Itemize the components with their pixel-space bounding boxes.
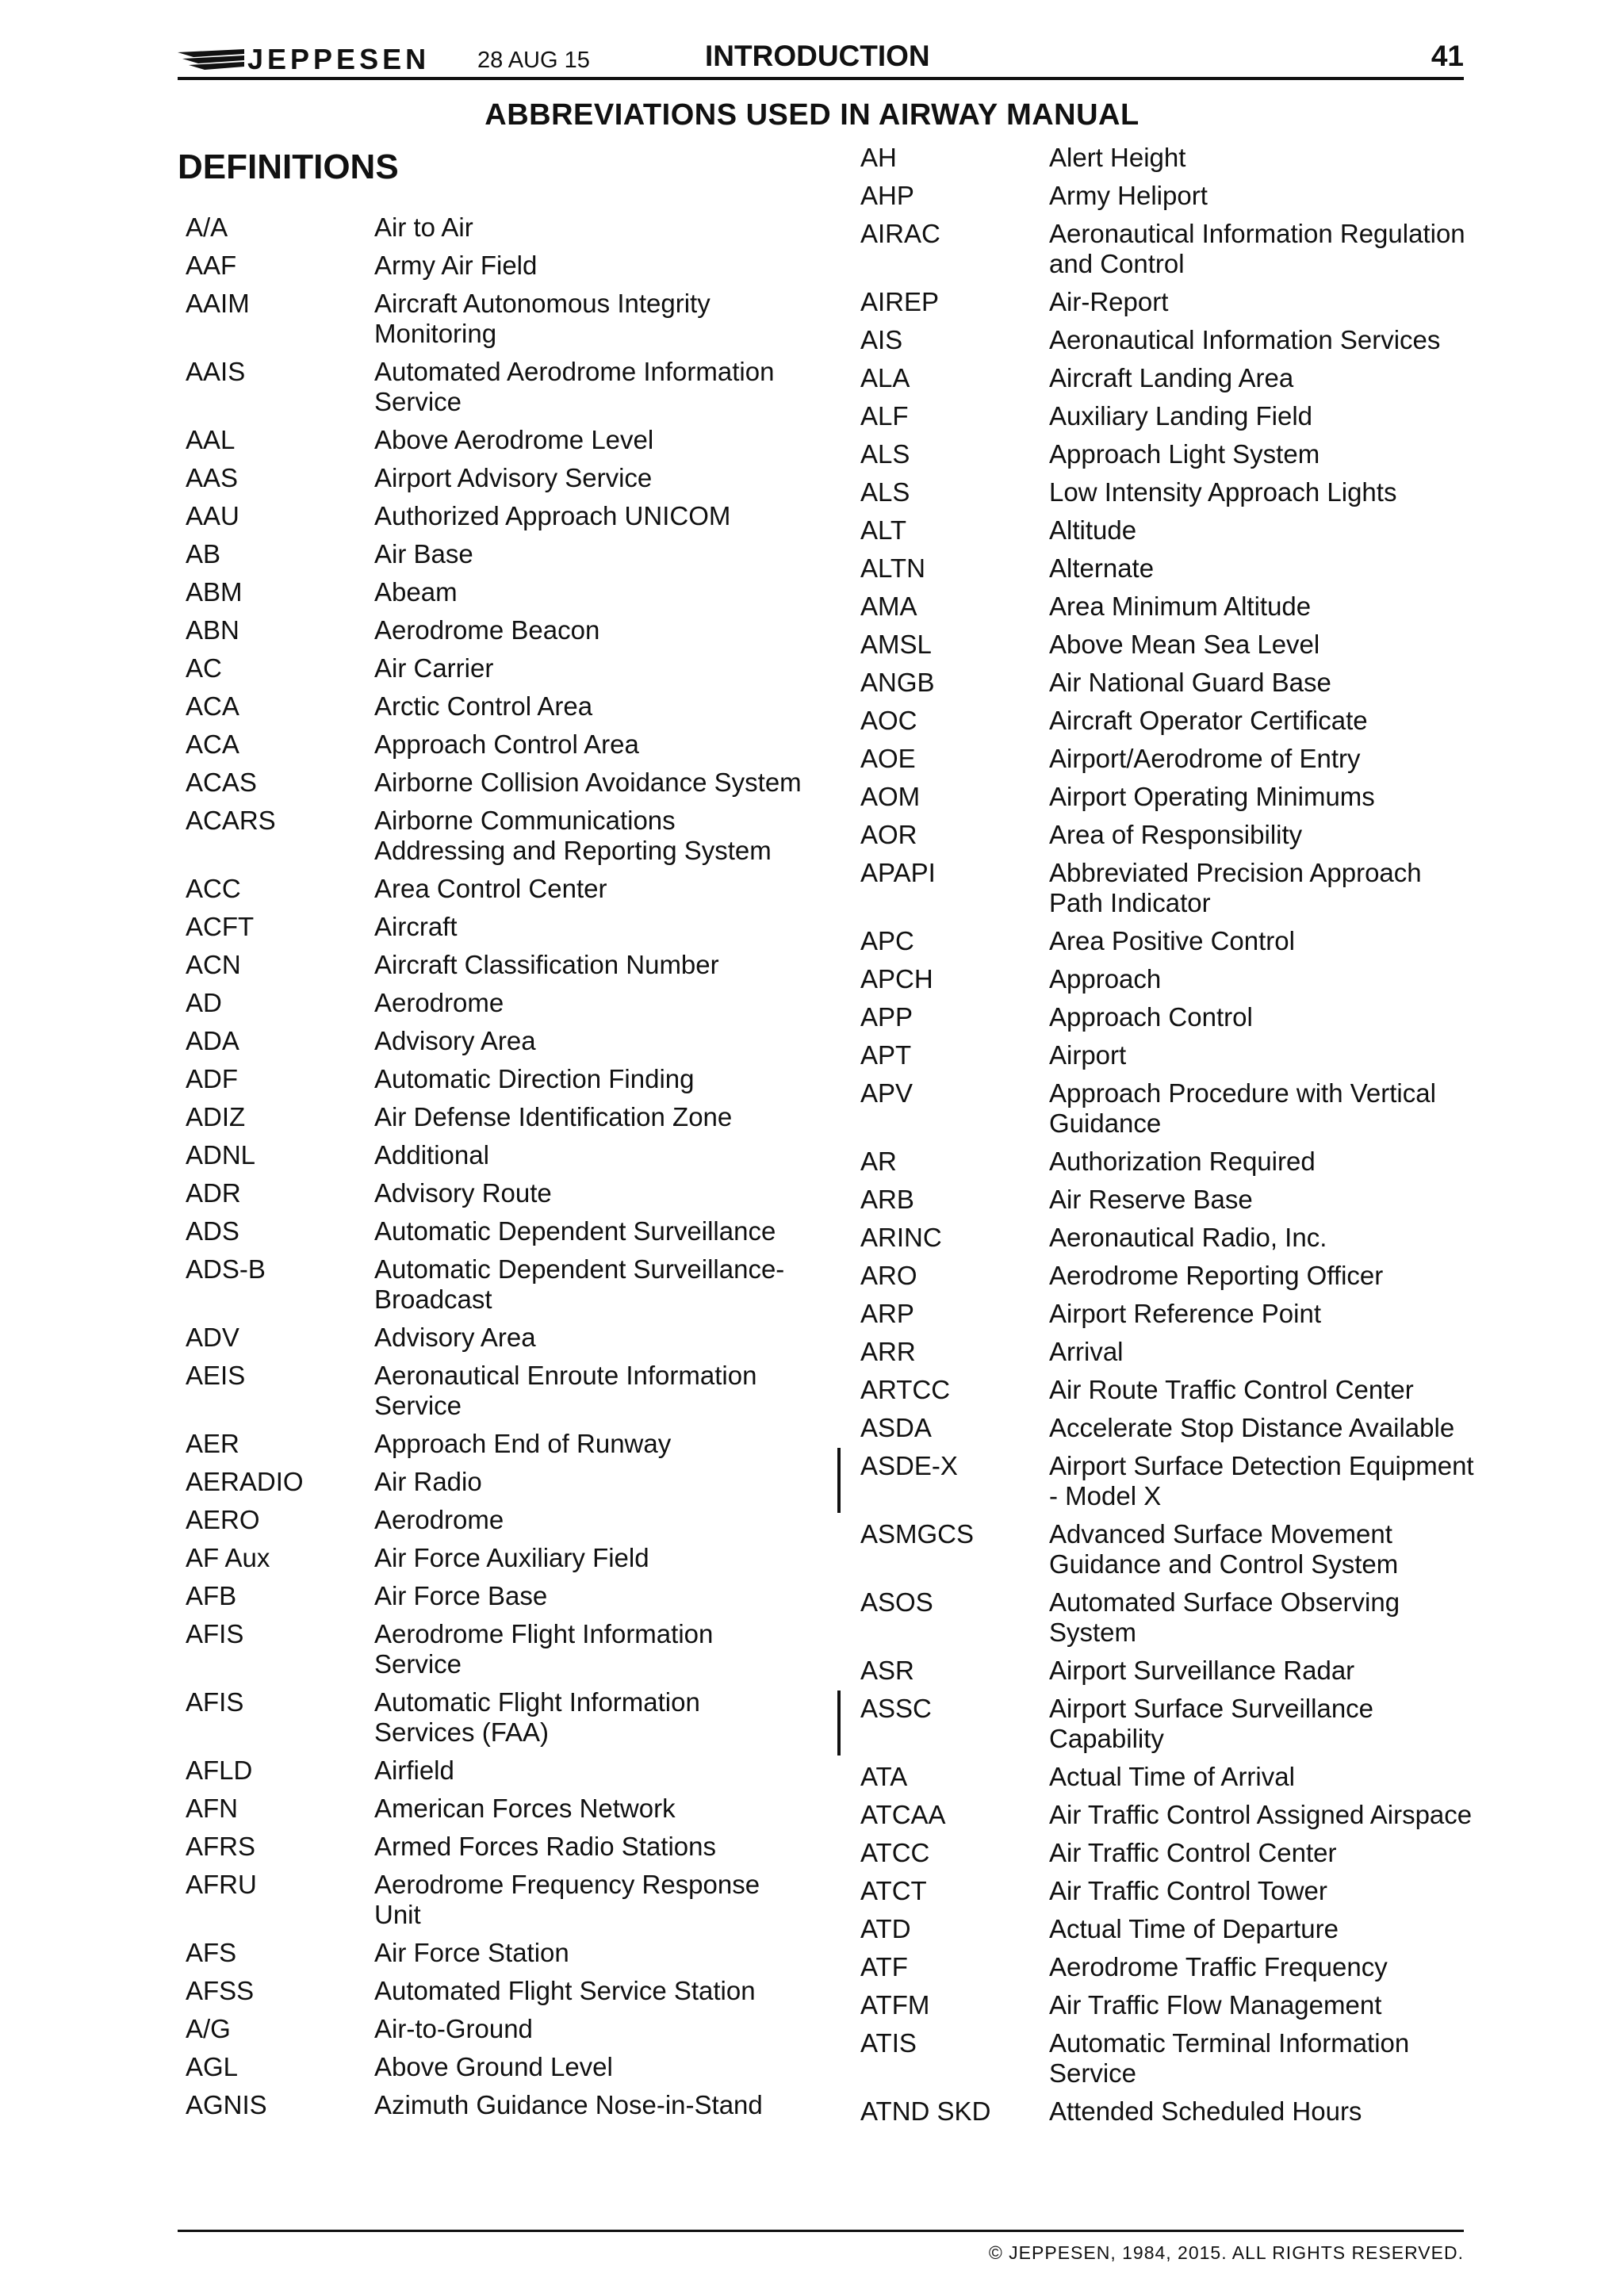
list-item: [186, 912, 804, 942]
list-item: [186, 425, 804, 455]
definition: Actual Time of Departure: [1049, 1914, 1339, 1943]
abbreviation: ALT: [860, 515, 907, 545]
definition: Air Radio: [374, 1467, 482, 1496]
definition: Automatic Dependent Surveillance-Broadcast: [374, 1254, 785, 1314]
abbreviation: ABM: [186, 577, 243, 607]
list-item: [186, 1178, 804, 1208]
abbreviation: ALS: [860, 439, 910, 469]
abbreviation: ASR: [860, 1656, 914, 1685]
abbreviation: AAIS: [186, 357, 246, 386]
definition: Area of Responsibility: [1049, 820, 1303, 849]
definition: Air Reserve Base: [1049, 1185, 1253, 1214]
abbreviation: AEIS: [186, 1361, 246, 1390]
definition: Azimuth Guidance Nose-in-Stand: [374, 2090, 763, 2119]
list-item: [860, 1656, 1479, 1686]
definition: Aircraft Autonomous Integrity Monitoring: [374, 289, 710, 348]
abbreviation: ARB: [860, 1185, 914, 1214]
footer-rule: [178, 2230, 1464, 2232]
abbreviation: ACAS: [186, 768, 257, 797]
definition: Air-Report: [1049, 287, 1169, 316]
section-title: INTRODUCTION: [705, 40, 930, 72]
abbreviation: ACARS: [186, 806, 276, 835]
definition: Airport Reference Point: [1049, 1299, 1322, 1328]
list-item: [860, 1914, 1479, 1944]
list-item: [860, 363, 1479, 393]
abbreviation: AAS: [186, 463, 239, 492]
abbreviation: ASDE-X: [860, 1451, 958, 1480]
abbreviation: ATIS: [860, 2028, 917, 2058]
list-item: [186, 1756, 804, 1786]
definition: Airport Advisory Service: [374, 463, 653, 492]
list-item: [186, 357, 804, 417]
revision-bar: [837, 1690, 841, 1756]
definition: Attended Scheduled Hours: [1049, 2096, 1362, 2126]
abbreviation: APV: [860, 1078, 914, 1108]
abbreviation: ASDA: [860, 1413, 932, 1442]
definition: Armed Forces Radio Stations: [374, 1832, 717, 1861]
definition: Aerodrome Flight Information Service: [374, 1619, 714, 1679]
definition: Automated Flight Service Station: [374, 1976, 756, 2005]
abbreviation: AB: [186, 539, 221, 569]
definition: Aeronautical Radio, Inc.: [1049, 1223, 1327, 1252]
list-item: [860, 782, 1479, 812]
list-item: [860, 858, 1479, 918]
abbreviation: ATA: [860, 1762, 908, 1791]
definition: Advanced Surface Movement Guidance and Control System: [1049, 1519, 1399, 1579]
abbreviation: ADA: [186, 1026, 239, 1055]
list-item: [860, 1002, 1479, 1032]
definition: Approach: [1049, 964, 1162, 994]
definition: Approach Control Area: [374, 729, 639, 759]
definition: Aeronautical Information Regulation and Control: [1049, 219, 1465, 278]
definition: Air Force Base: [374, 1581, 548, 1610]
definition: Auxiliary Landing Field: [1049, 401, 1313, 431]
abbreviation: AFIS: [186, 1687, 244, 1717]
abbreviation: AFLD: [186, 1756, 253, 1785]
list-item: [186, 1429, 804, 1459]
definition: Automatic Flight Information Services (FAA): [374, 1687, 700, 1747]
definition: Area Minimum Altitude: [1049, 592, 1312, 621]
list-item: [860, 1299, 1479, 1329]
definition: Approach Control: [1049, 1002, 1253, 1032]
abbreviation: ACFT: [186, 912, 255, 941]
jeppesen-logo: [178, 44, 439, 73]
issue-date: 28 AUG 15: [477, 48, 590, 73]
list-item: [860, 1185, 1479, 1215]
abbreviation: AAU: [186, 501, 239, 530]
definition: Automatic Direction Finding: [374, 1064, 695, 1093]
revision-bar: [837, 1448, 841, 1513]
list-item: [860, 1078, 1479, 1139]
definition: Aerodrome Beacon: [374, 615, 600, 645]
definition: Air Traffic Control Assigned Airspace: [1049, 1800, 1473, 1829]
list-item: [186, 1026, 804, 1056]
list-item: [186, 1467, 804, 1497]
definition: Approach Light System: [1049, 439, 1320, 469]
abbreviation: AER: [186, 1429, 239, 1458]
abbreviation: AD: [186, 988, 222, 1017]
abbreviation: ATND SKD: [860, 2096, 991, 2126]
abbreviation: ACN: [186, 950, 241, 979]
header-rule: [178, 77, 1464, 80]
definition: Low Intensity Approach Lights: [1049, 477, 1397, 507]
abbreviation: AGNIS: [186, 2090, 267, 2119]
abbreviation: AH: [860, 143, 897, 172]
abbreviation: AERADIO: [186, 1467, 304, 1496]
abbreviation: ARR: [860, 1337, 916, 1366]
definition: Aeronautical Enroute Information Service: [374, 1361, 757, 1420]
list-item: [860, 592, 1479, 622]
list-item: [186, 1140, 804, 1170]
abbreviation: AMSL: [860, 630, 932, 659]
definition: Aerodrome: [374, 988, 504, 1017]
list-item: [186, 768, 804, 798]
definition: Airport Surface Surveillance Capability: [1049, 1694, 1374, 1753]
definition: Approach End of Runway: [374, 1429, 672, 1458]
list-item: [186, 806, 804, 866]
list-item: [186, 251, 804, 281]
definition: Aerodrome: [374, 1505, 504, 1534]
abbreviation: AFSS: [186, 1976, 255, 2005]
list-item: [186, 1216, 804, 1246]
list-item: [860, 926, 1479, 956]
abbreviation: ATCAA: [860, 1800, 946, 1829]
definition: Air-to-Ground: [374, 2014, 533, 2043]
abbreviation-list-right: [860, 143, 1479, 2135]
list-item: [860, 1223, 1479, 1253]
abbreviation: AIS: [860, 325, 903, 354]
definition: Airborne Communications Addressing and Reporting System: [374, 806, 772, 865]
definition: Airborne Collision Avoidance System: [374, 768, 802, 797]
abbreviation: AERO: [186, 1505, 260, 1534]
list-item: [186, 1870, 804, 1930]
list-item: [860, 1519, 1479, 1579]
abbreviation: ADNL: [186, 1140, 256, 1170]
abbreviation: ARINC: [860, 1223, 942, 1252]
definition: Army Heliport: [1049, 181, 1208, 210]
abbreviation: ALTN: [860, 553, 925, 583]
list-item: [186, 1938, 804, 1968]
abbreviation: AIREP: [860, 287, 940, 316]
abbreviation-list-left: [186, 213, 804, 2128]
list-item: [860, 143, 1479, 173]
list-item: [186, 615, 804, 645]
abbreviation: ACA: [186, 691, 239, 721]
list-item: [860, 1147, 1479, 1177]
list-item: [860, 477, 1479, 507]
abbreviation: APAPI: [860, 858, 936, 887]
list-item: [860, 1451, 1479, 1511]
jeppesen-swoosh-icon: [178, 48, 244, 71]
definition: Airport Surface Detection Equipment - Model X: [1049, 1451, 1474, 1510]
list-item: [860, 744, 1479, 774]
definition: Air to Air: [374, 213, 473, 242]
list-item: [186, 1619, 804, 1679]
list-item: [860, 219, 1479, 279]
list-item: [186, 1976, 804, 2006]
abbreviation: ABN: [186, 615, 239, 645]
list-item: [860, 964, 1479, 994]
list-item: [860, 1587, 1479, 1648]
list-item: [860, 668, 1479, 698]
definition: Approach Procedure with Vertical Guidance: [1049, 1078, 1436, 1138]
list-item: [860, 439, 1479, 469]
abbreviation: ACC: [186, 874, 241, 903]
abbreviation: AHP: [860, 181, 914, 210]
list-item: [186, 950, 804, 980]
abbreviation: ATFM: [860, 1990, 930, 2020]
definition: Air National Guard Base: [1049, 668, 1331, 697]
abbreviation: AFIS: [186, 1619, 244, 1648]
page-number: 41: [1431, 40, 1464, 72]
definition: Aircraft Landing Area: [1049, 363, 1294, 392]
list-item: [860, 401, 1479, 431]
abbreviation: ACA: [186, 729, 239, 759]
definition: Aircraft Classification Number: [374, 950, 719, 979]
definition: Air Base: [374, 539, 473, 569]
list-item: [860, 2028, 1479, 2089]
list-item: [186, 1832, 804, 1862]
definition: Automatic Terminal Information Service: [1049, 2028, 1410, 2088]
list-item: [860, 1990, 1479, 2020]
definition: Automated Surface Observing System: [1049, 1587, 1400, 1647]
abbreviation: AFS: [186, 1938, 237, 1967]
abbreviation: A/A: [186, 213, 228, 242]
abbreviation: ALF: [860, 401, 909, 431]
list-item: [860, 1413, 1479, 1443]
abbreviation: APCH: [860, 964, 933, 994]
definition: Airport/Aerodrome of Entry: [1049, 744, 1361, 773]
definition: Aircraft Operator Certificate: [1049, 706, 1368, 735]
definition: Area Positive Control: [1049, 926, 1295, 955]
abbreviation: ATCT: [860, 1876, 927, 1905]
definition: Above Ground Level: [374, 2052, 613, 2081]
abbreviation: AOC: [860, 706, 917, 735]
list-item: [860, 325, 1479, 355]
abbreviation: AOM: [860, 782, 921, 811]
list-item: [186, 1687, 804, 1748]
list-item: [860, 553, 1479, 584]
abbreviation: AC: [186, 653, 222, 683]
definition: Altitude: [1049, 515, 1137, 545]
abbreviation: ATF: [860, 1952, 908, 1981]
page-header: [178, 38, 1464, 78]
abbreviation: AOE: [860, 744, 916, 773]
list-item: [186, 1254, 804, 1315]
list-item: [860, 630, 1479, 660]
definition: Advisory Route: [374, 1178, 552, 1208]
list-item: [186, 653, 804, 683]
definition: Air Traffic Control Tower: [1049, 1876, 1327, 1905]
abbreviation: APC: [860, 926, 914, 955]
list-item: [186, 501, 804, 531]
abbreviation: AAIM: [186, 289, 250, 318]
abbreviation: ALS: [860, 477, 910, 507]
abbreviation: AFRU: [186, 1870, 257, 1899]
abbreviation: ATD: [860, 1914, 911, 1943]
abbreviation: ARO: [860, 1261, 917, 1290]
definition: Additional: [374, 1140, 489, 1170]
list-item: [186, 1323, 804, 1353]
abbreviation: APP: [860, 1002, 914, 1032]
definition: Automated Aerodrome Information Service: [374, 357, 775, 416]
definition: Airport: [1049, 1040, 1127, 1070]
definition: Air Traffic Flow Management: [1049, 1990, 1382, 2020]
definition: Alternate: [1049, 553, 1155, 583]
list-item: [186, 1543, 804, 1573]
list-item: [860, 1694, 1479, 1754]
abbreviation: AMA: [860, 592, 917, 621]
abbreviation: ADV: [186, 1323, 239, 1352]
definition: Air Force Auxiliary Field: [374, 1543, 649, 1572]
abbreviation: A/G: [186, 2014, 231, 2043]
abbreviation: APT: [860, 1040, 912, 1070]
definition: Airport Operating Minimums: [1049, 782, 1375, 811]
abbreviation: AAF: [186, 251, 237, 280]
abbreviation: ASSC: [860, 1694, 932, 1723]
list-item: [186, 2052, 804, 2082]
list-item: [860, 820, 1479, 850]
abbreviation: AFN: [186, 1794, 238, 1823]
definition: Area Control Center: [374, 874, 607, 903]
list-item: [860, 1838, 1479, 1868]
list-item: [186, 2014, 804, 2044]
abbreviation: ADR: [186, 1178, 241, 1208]
abbreviation: ADS: [186, 1216, 239, 1246]
abbreviation: ARTCC: [860, 1375, 951, 1404]
definition: Airfield: [374, 1756, 454, 1785]
list-item: [186, 463, 804, 493]
list-item: [186, 988, 804, 1018]
abbreviation: AAL: [186, 425, 236, 454]
list-item: [860, 706, 1479, 736]
list-item: [186, 691, 804, 722]
definition: Army Air Field: [374, 251, 538, 280]
brand-name: JEPPESEN: [247, 43, 431, 75]
list-item: [860, 1337, 1479, 1367]
definition: Accelerate Stop Distance Available: [1049, 1413, 1455, 1442]
definition: Air Traffic Control Center: [1049, 1838, 1337, 1867]
definition: Arctic Control Area: [374, 691, 593, 721]
list-item: [186, 539, 804, 569]
list-item: [860, 181, 1479, 211]
abbreviation: AOR: [860, 820, 917, 849]
copyright-notice: © JEPPESEN, 1984, 2015. ALL RIGHTS RESERVED.: [988, 2242, 1464, 2263]
definition: Above Mean Sea Level: [1049, 630, 1320, 659]
abbreviation: ALA: [860, 363, 910, 392]
definition: American Forces Network: [374, 1794, 676, 1823]
list-item: [860, 1375, 1479, 1405]
list-item: [860, 1952, 1479, 1982]
list-item: [860, 1876, 1479, 1906]
list-item: [860, 1762, 1479, 1792]
definition: Air Defense Identification Zone: [374, 1102, 733, 1131]
abbreviation: ADIZ: [186, 1102, 246, 1131]
definition: Advisory Area: [374, 1026, 536, 1055]
list-item: [186, 729, 804, 760]
abbreviation: AFB: [186, 1581, 237, 1610]
list-item: [186, 2090, 804, 2120]
definition: Alert Height: [1049, 143, 1186, 172]
list-item: [186, 213, 804, 243]
list-item: [860, 515, 1479, 546]
abbreviation: ASMGCS: [860, 1519, 975, 1549]
list-item: [186, 577, 804, 607]
list-item: [186, 1361, 804, 1421]
definition: Above Aerodrome Level: [374, 425, 654, 454]
list-item: [186, 1581, 804, 1611]
abbreviation: ATCC: [860, 1838, 930, 1867]
abbreviation: ARP: [860, 1299, 914, 1328]
list-item: [860, 2096, 1479, 2127]
list-item: [860, 1261, 1479, 1291]
definition: Abbreviated Precision Approach Path Indicator: [1049, 858, 1422, 917]
list-item: [186, 1064, 804, 1094]
definition: Authorization Required: [1049, 1147, 1316, 1176]
abbreviation: ASOS: [860, 1587, 933, 1617]
abbreviation: ADS-B: [186, 1254, 266, 1284]
list-item: [860, 1040, 1479, 1070]
list-item: [186, 1794, 804, 1824]
abbreviation: ANGB: [860, 668, 935, 697]
definition: Aeronautical Information Services: [1049, 325, 1441, 354]
definition: Actual Time of Arrival: [1049, 1762, 1295, 1791]
definition: Aerodrome Frequency Response Unit: [374, 1870, 760, 1929]
definition: Authorized Approach UNICOM: [374, 501, 731, 530]
list-item: [860, 287, 1479, 317]
abbreviation: ADF: [186, 1064, 238, 1093]
list-item: [860, 1800, 1479, 1830]
definition: Air Force Station: [374, 1938, 569, 1967]
list-item: [186, 874, 804, 904]
abbreviation: AIRAC: [860, 219, 940, 248]
definition: Air Carrier: [374, 653, 494, 683]
definitions-heading: DEFINITIONS: [178, 147, 399, 186]
definition: Abeam: [374, 577, 458, 607]
list-item: [186, 289, 804, 349]
abbreviation: AGL: [186, 2052, 239, 2081]
abbreviation: AF Aux: [186, 1543, 270, 1572]
list-item: [186, 1505, 804, 1535]
definition: Aircraft: [374, 912, 458, 941]
definition: Airport Surveillance Radar: [1049, 1656, 1355, 1685]
abbreviation: AR: [860, 1147, 897, 1176]
definition: Aerodrome Reporting Officer: [1049, 1261, 1384, 1290]
page-title: ABBREVIATIONS USED IN AIRWAY MANUAL: [485, 98, 1139, 132]
abbreviation: AFRS: [186, 1832, 256, 1861]
list-item: [186, 1102, 804, 1132]
definition: Air Route Traffic Control Center: [1049, 1375, 1414, 1404]
definition: Arrival: [1049, 1337, 1124, 1366]
definition: Automatic Dependent Surveillance: [374, 1216, 776, 1246]
definition: Advisory Area: [374, 1323, 536, 1352]
definition: Aerodrome Traffic Frequency: [1049, 1952, 1388, 1981]
